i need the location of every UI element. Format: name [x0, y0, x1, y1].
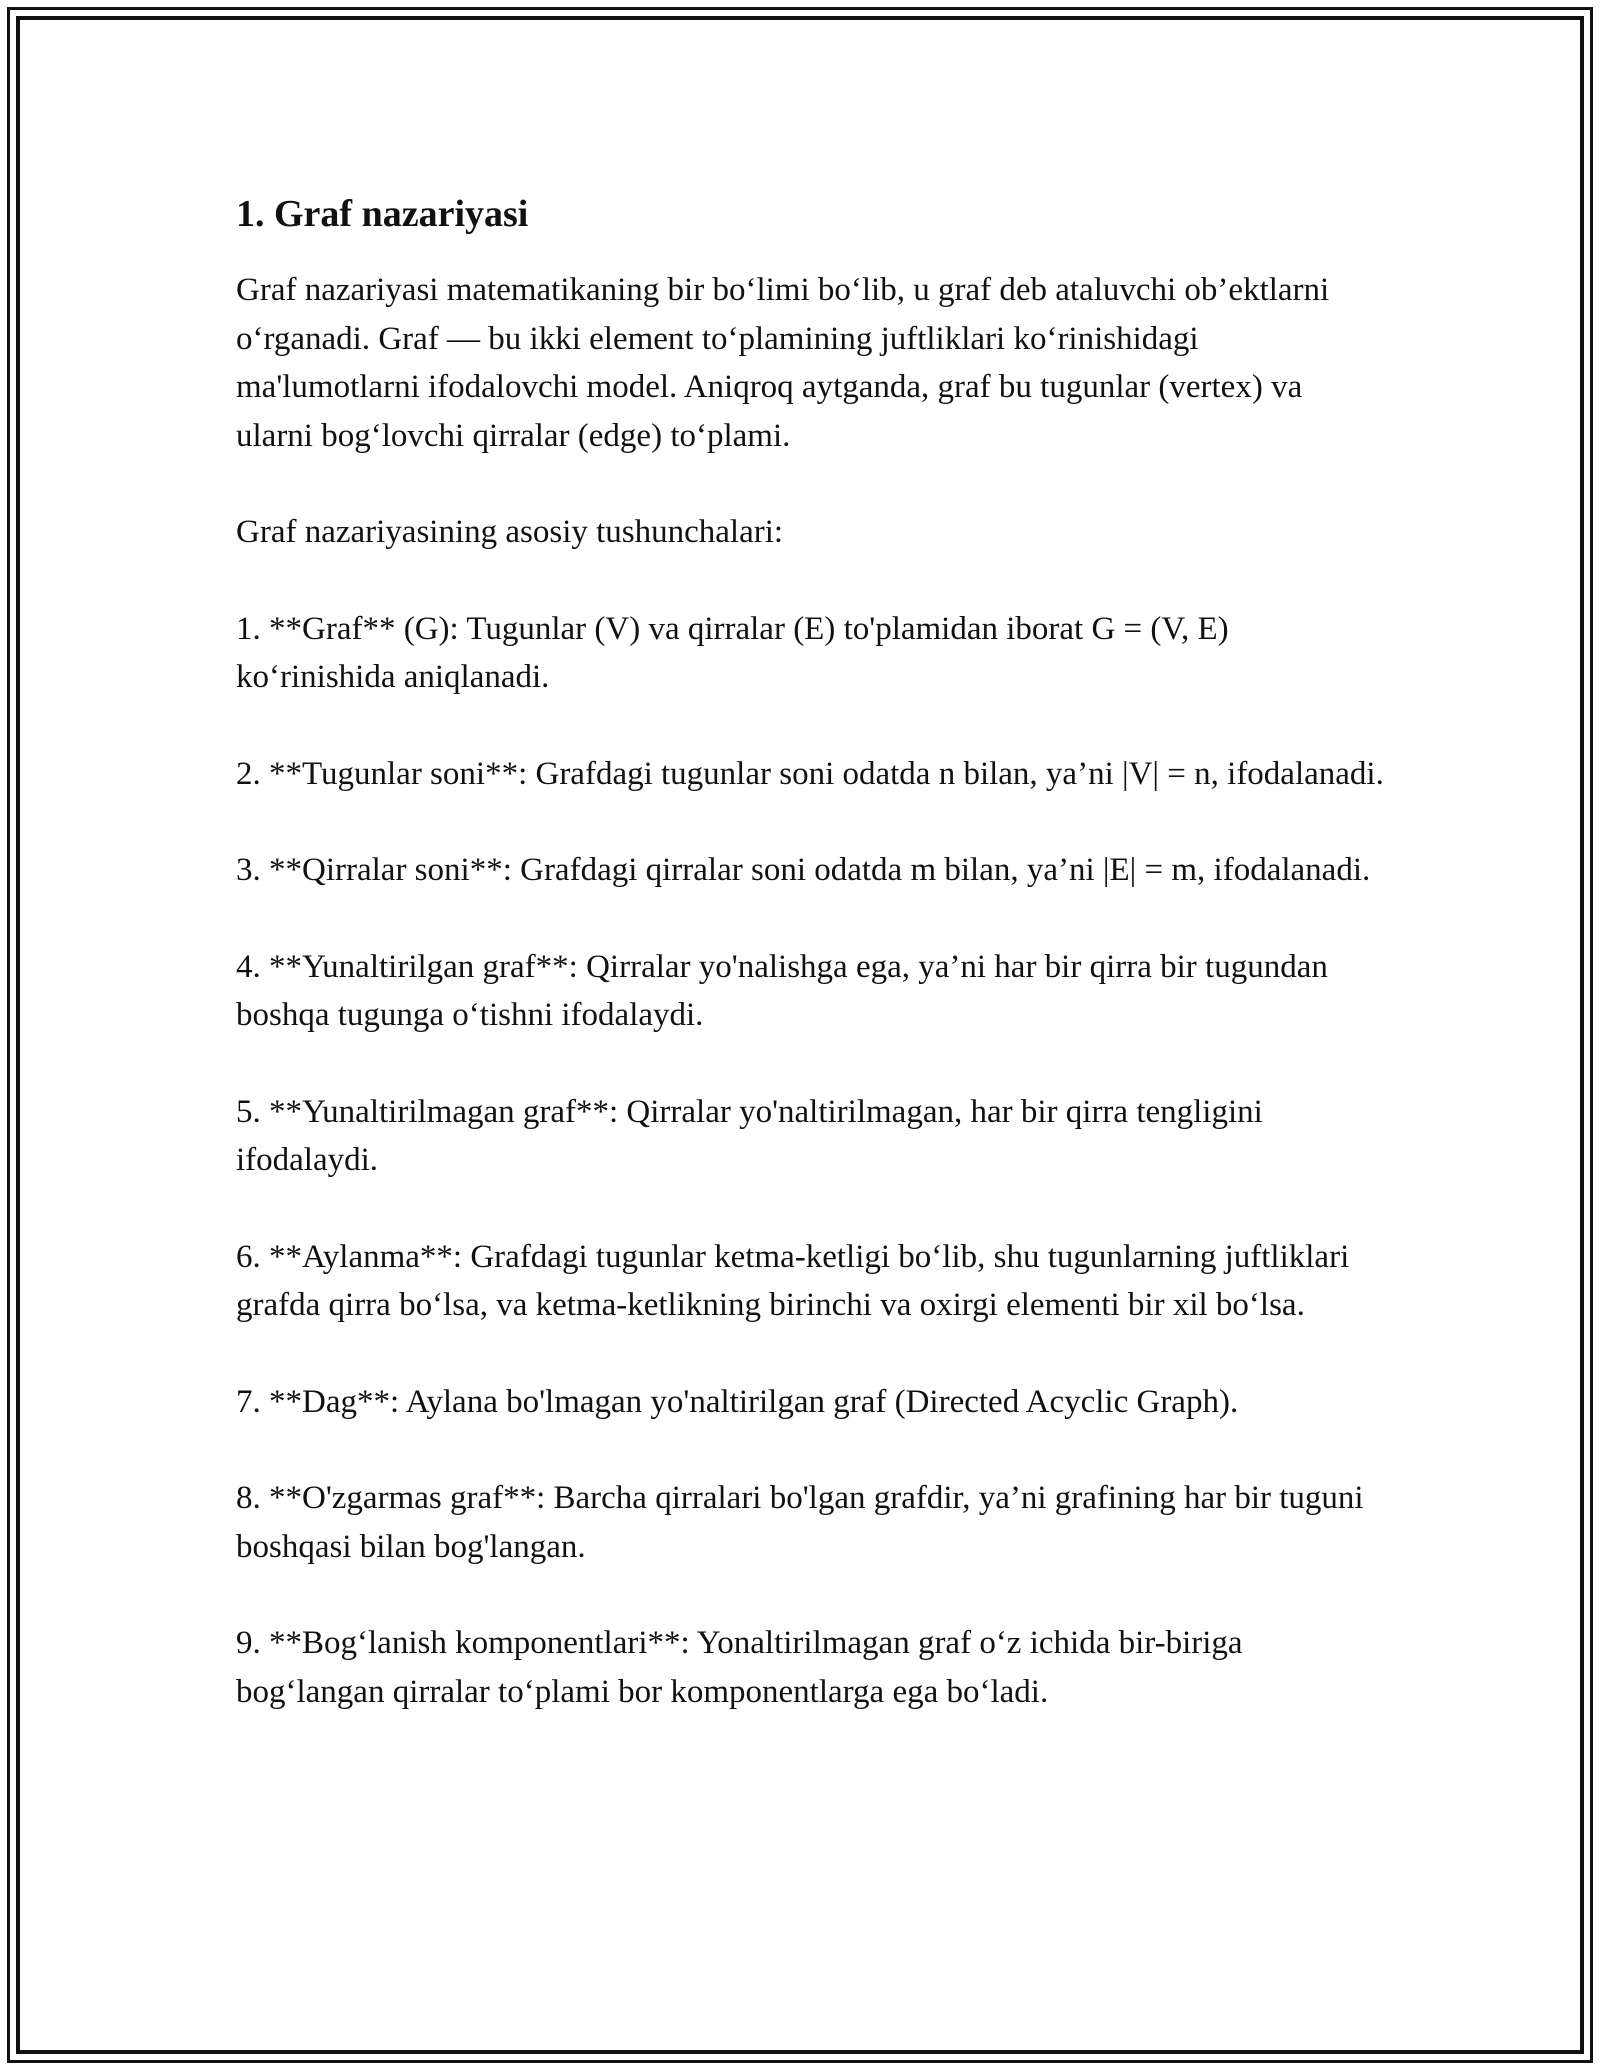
- intro-paragraph: Graf nazariyasi matematikaning bir bo‘limi bo‘lib, u graf deb ataluvchi ob’ektlarni o‘rganadi. Graf — bu ikki element to‘plamining juftliklari ko‘rinishidagi ma'lumotlarni ifodalovchi model. Aniqroq aytganda, graf bu tugunlar (vertex) va ularni bog‘lovchi qirralar (edge) to‘plami.: [236, 272, 1330, 454]
- concept-item-7: 7. **Dag**: Aylana bo'lmagan yo'naltirilgan graf (Directed Acyclic Graph).: [236, 1383, 1239, 1420]
- concept-item-5: 5. **Yunaltirilmagan graf**: Qirralar yo'naltirilmagan, har bir qirra tengligini ifodalaydi.: [236, 1093, 1263, 1178]
- concept-item-1: 1. **Graf** (G): Tugunlar (V) va qirralar (E) to'plamidan iborat G = (V, E) ko‘rinishida aniqlanadi.: [236, 610, 1229, 695]
- concept-item-2: 2. **Tugunlar soni**: Grafdagi tugunlar soni odatda n bilan, ya’ni |V| = n, ifodalanadi.: [236, 755, 1384, 792]
- document-title: 1. Graf nazariyasi: [236, 193, 529, 235]
- concept-item-4: 4. **Yunaltirilgan graf**: Qirralar yo'nalishga ega, ya’ni har bir qirra bir tugundan boshqa tugunga o‘tishni ifodalaydi.: [236, 948, 1328, 1033]
- concept-item-9: 9. **Bog‘lanish komponentlari**: Yonaltirilmagan graf o‘z ichida bir-biriga bog‘langan qirralar to‘plami bor komponentlarga ega bo‘ladi.: [236, 1625, 1243, 1710]
- concept-item-3: 3. **Qirralar soni**: Grafdagi qirralar soni odatda m bilan, ya’ni |E| = m, ifodalanadi.: [236, 852, 1371, 888]
- concept-item-6: 6. **Aylanma**: Grafdagi tugunlar ketma-ketligi bo‘lib, shu tugunlarning juftliklari grafda qirra bo‘lsa, va ketma-ketlikning birinchi va oxirgi elementi bir xil bo‘lsa.: [236, 1238, 1350, 1323]
- concept-item-8: 8. **O'zgarmas graf**: Barcha qirralari bo'lgan grafdir, ya’ni grafining har bir tuguni boshqasi bilan bog'langan.: [236, 1480, 1364, 1565]
- document-body: [236, 188, 1386, 1764]
- concepts-heading: Graf nazariyasining asosiy tushunchalari:: [236, 514, 784, 550]
